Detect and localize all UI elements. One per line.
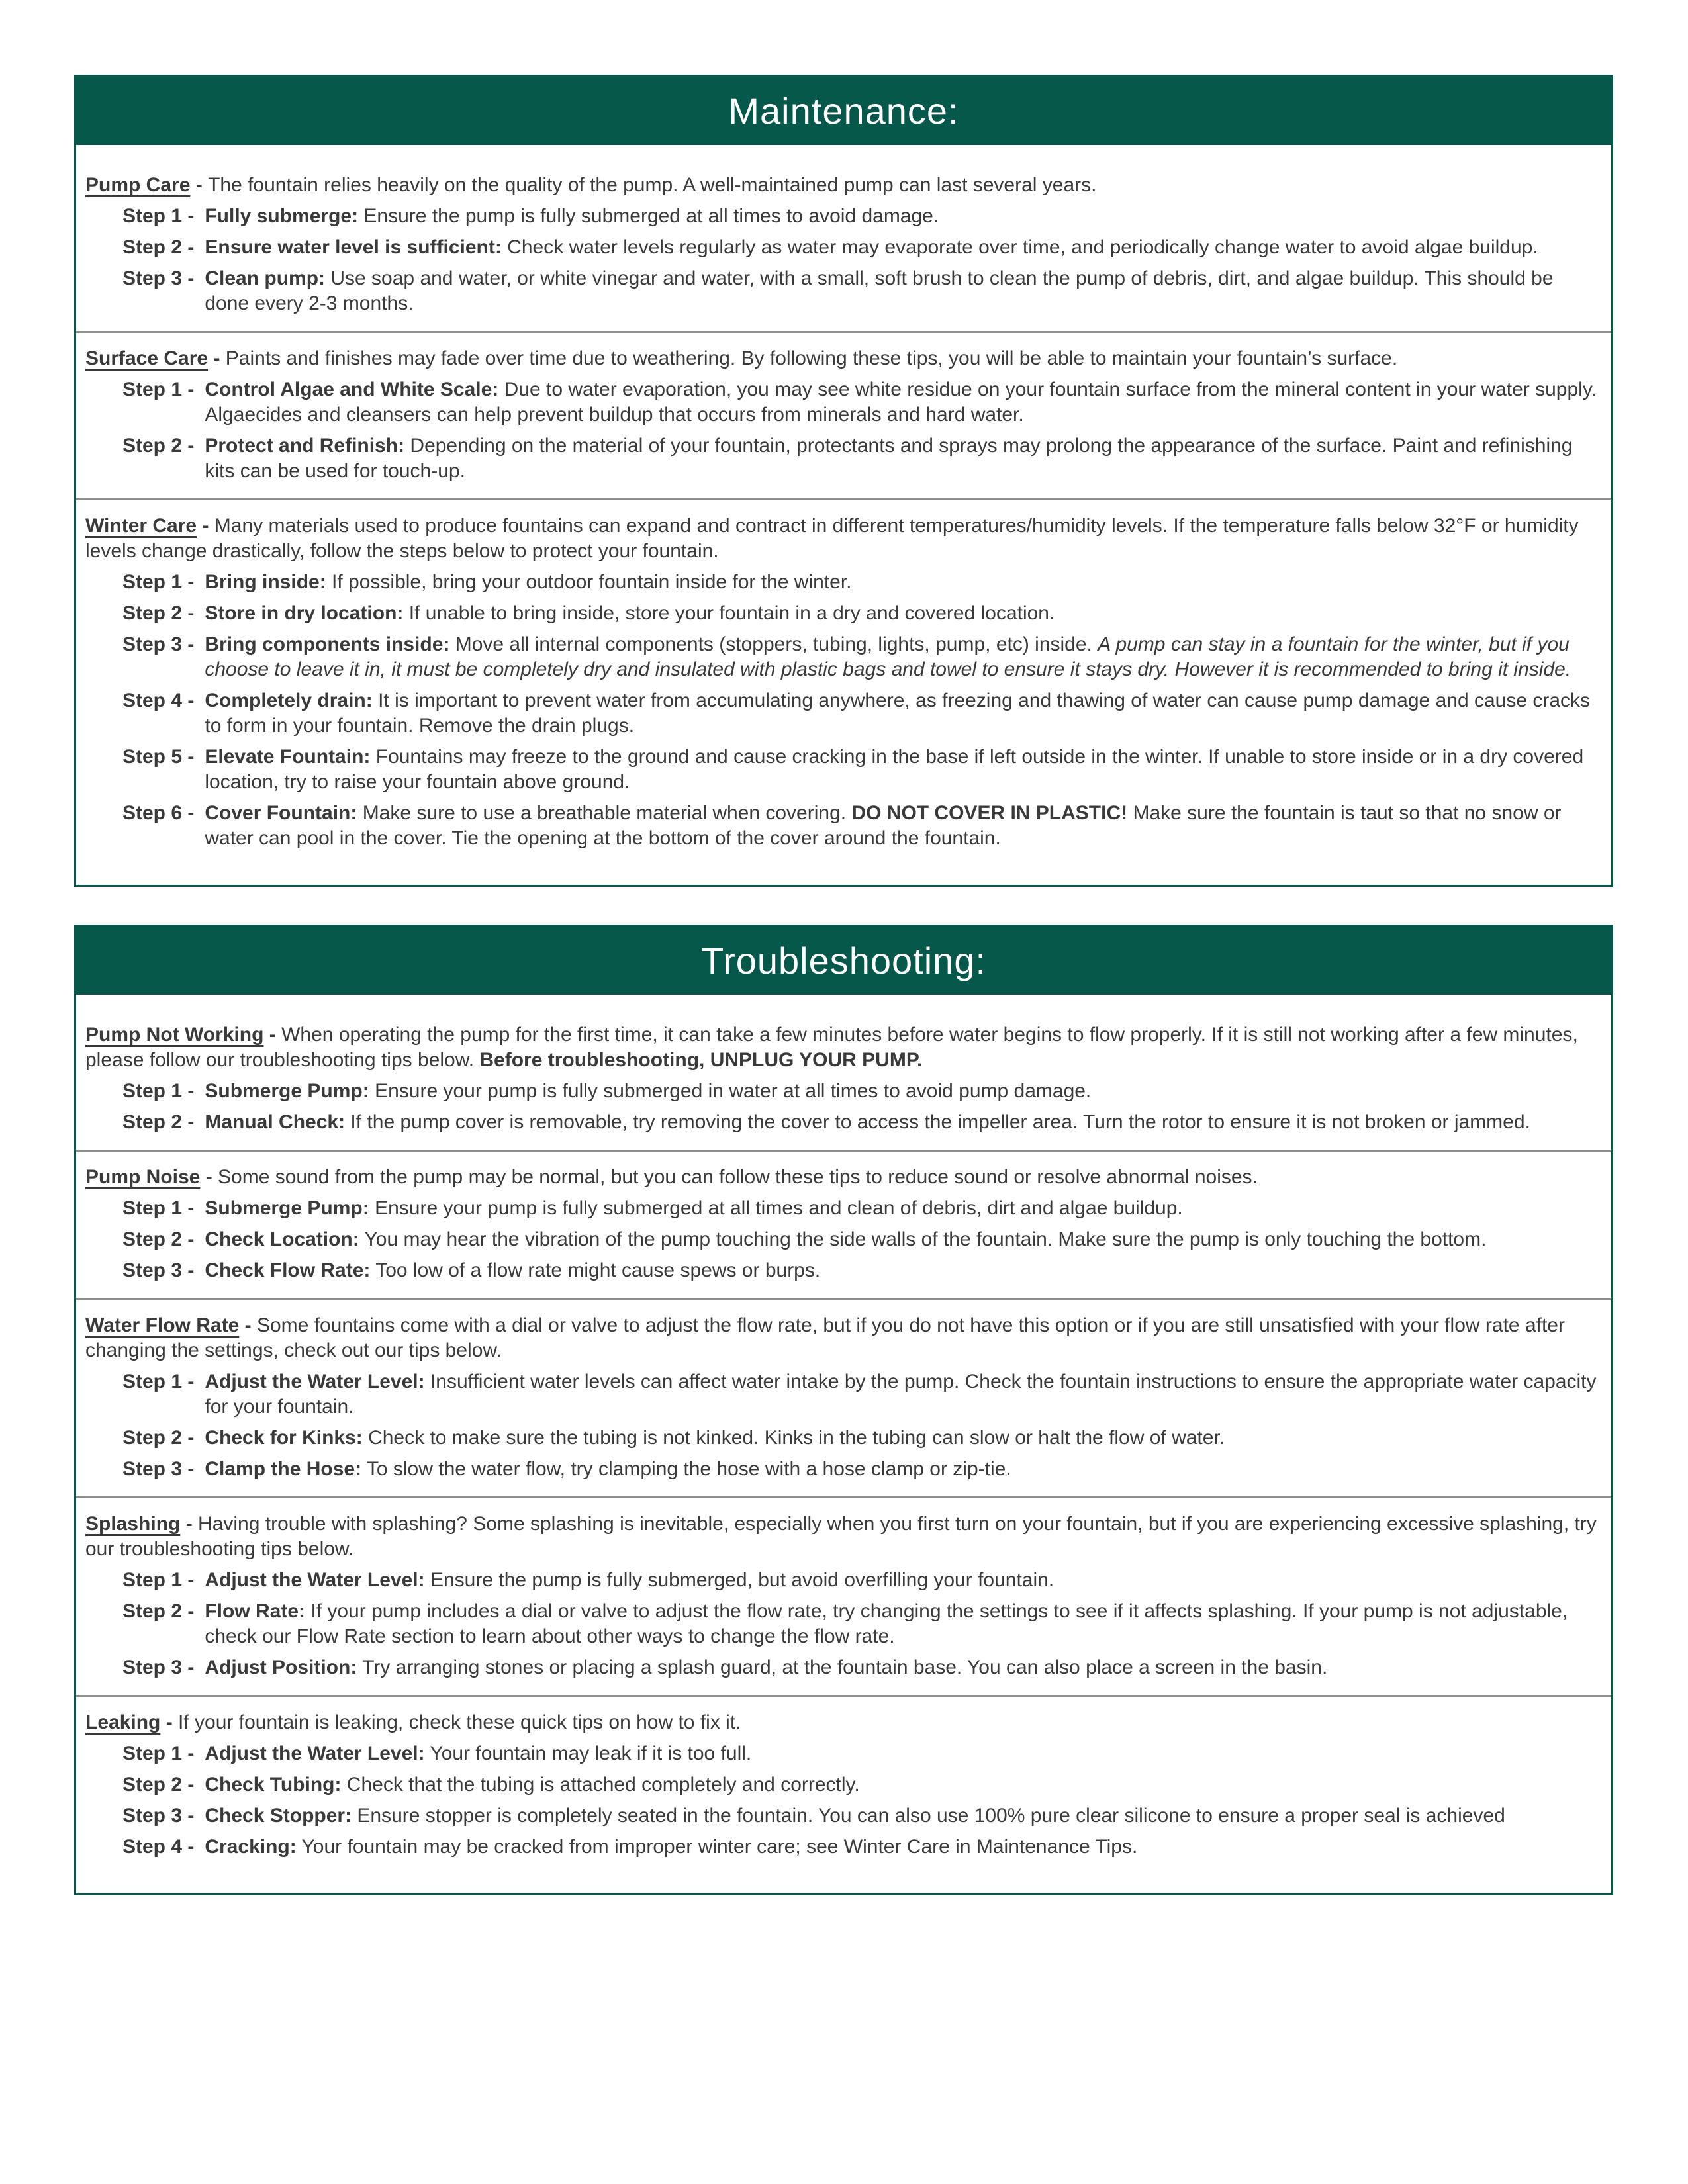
text-run: Adjust the Water Level: bbox=[205, 1743, 425, 1764]
text-run: Move all internal components (stoppers, tubing, lights, pump, etc) inside. bbox=[449, 633, 1098, 655]
step-label: Step 1 - bbox=[122, 1371, 195, 1392]
text-run: Fountains may freeze to the ground and cause cracking in the base if left outside in the winter. If unable to store inside or in a dry covered location, try to raise your fountain above ground. bbox=[205, 746, 1584, 793]
step-text bbox=[205, 801, 1599, 851]
step-label: Step 1 - bbox=[122, 1197, 195, 1219]
text-run: Flow Rate: bbox=[205, 1600, 306, 1622]
text-run: You may hear the vibration of the pump touching the side walls of the fountain. Make sure the pump is only touching the bottom. bbox=[359, 1228, 1487, 1250]
maintenance-body bbox=[76, 145, 1611, 885]
step-row bbox=[122, 433, 1599, 484]
step-list bbox=[85, 1079, 1599, 1135]
step-label: Step 3 - bbox=[122, 1458, 195, 1480]
step-text bbox=[205, 1426, 1599, 1451]
text-run: If possible, bring your outdoor fountain inside for the winter. bbox=[326, 571, 852, 593]
step-label: Step 1 - bbox=[122, 1569, 195, 1591]
maintenance-header-bar bbox=[76, 77, 1611, 145]
text-run: Completely drain: bbox=[205, 690, 373, 711]
step-row bbox=[122, 1835, 1599, 1860]
step-row bbox=[122, 235, 1599, 260]
step-row bbox=[122, 377, 1599, 428]
step-text bbox=[205, 632, 1599, 682]
step-text bbox=[205, 1369, 1599, 1420]
step-row bbox=[122, 801, 1599, 851]
troubleshooting-panel bbox=[74, 925, 1613, 1895]
topic-pump-noise bbox=[85, 1165, 1599, 1283]
text-run: To slow the water flow, try clamping the hose with a hose clamp or zip-tie. bbox=[361, 1458, 1011, 1480]
heading-separator: - bbox=[239, 1314, 257, 1336]
step-row bbox=[122, 1426, 1599, 1451]
step-text bbox=[205, 1568, 1599, 1593]
step-row bbox=[122, 632, 1599, 682]
heading-separator: - bbox=[200, 1166, 218, 1188]
text-run: Paints and finishes may fade over time due to weathering. By following these tips, you will be able to maintain your fountain’s surface. bbox=[225, 347, 1398, 369]
topic-heading: Pump Noise bbox=[85, 1166, 201, 1188]
heading-separator: - bbox=[263, 1024, 282, 1046]
troubleshooting-header-bar bbox=[76, 927, 1611, 995]
step-label: Step 2 - bbox=[122, 435, 195, 457]
step-row bbox=[122, 1772, 1599, 1797]
step-row bbox=[122, 1227, 1599, 1252]
text-run: Some fountains come with a dial or valve to adjust the flow rate, but if you do not have this option or if you are still unsatisfied with your flow rate after changing the settings, check out our tips below. bbox=[85, 1314, 1565, 1361]
step-row bbox=[122, 688, 1599, 739]
text-run: Ensure stopper is completely seated in the fountain. You can also use 100% pure clear silicone to ensure a proper seal is achieved bbox=[352, 1805, 1505, 1827]
step-label: Step 2 - bbox=[122, 1228, 195, 1250]
text-run: Your fountain may be cracked from improper winter care; see Winter Care in Maintenance Tips. bbox=[296, 1836, 1138, 1858]
step-label: Step 3 - bbox=[122, 1259, 195, 1281]
step-text bbox=[205, 235, 1599, 260]
topic-intro bbox=[85, 1023, 1599, 1073]
text-run: Depending on the material of your fountain, protectants and sprays may prolong the appearance of the surface. Paint and refinishing kits can be used for touch-up. bbox=[205, 435, 1573, 482]
text-run: The fountain relies heavily on the quality of the pump. A well-maintained pump can last several years. bbox=[208, 174, 1097, 196]
text-run: Manual Check: bbox=[205, 1111, 346, 1133]
step-label: Step 3 - bbox=[122, 267, 195, 289]
step-label: Step 2 - bbox=[122, 602, 195, 624]
heading-separator: - bbox=[180, 1513, 199, 1535]
text-run: Store in dry location: bbox=[205, 602, 404, 624]
maintenance-title: Maintenance: bbox=[728, 90, 959, 132]
step-text bbox=[205, 1110, 1599, 1135]
topic-heading: Surface Care bbox=[85, 347, 209, 369]
text-run: Protect and Refinish: bbox=[205, 435, 405, 457]
section-divider bbox=[76, 1496, 1611, 1498]
step-label: Step 4 - bbox=[122, 690, 195, 711]
topic-winter-care bbox=[85, 514, 1599, 851]
step-row bbox=[122, 1196, 1599, 1221]
step-row bbox=[122, 1457, 1599, 1482]
text-run: Cover Fountain: bbox=[205, 802, 357, 824]
text-run: Bring components inside: bbox=[205, 633, 450, 655]
step-row bbox=[122, 601, 1599, 626]
topic-intro bbox=[85, 1313, 1599, 1363]
step-row bbox=[122, 1568, 1599, 1593]
text-run: Clamp the Hose: bbox=[205, 1458, 362, 1480]
topic-pump-care bbox=[85, 173, 1599, 316]
text-run: Submerge Pump: bbox=[205, 1080, 369, 1102]
section-divider bbox=[76, 498, 1611, 500]
text-run: When operating the pump for the first time, it can take a few minutes before water begins to flow properly. If it is still not working after a few minutes, please follow our troubleshooting tips below. bbox=[85, 1024, 1578, 1071]
text-run: DO NOT COVER IN PLASTIC! bbox=[851, 802, 1128, 824]
step-text bbox=[205, 745, 1599, 795]
text-run: If your pump includes a dial or valve to adjust the flow rate, try changing the settings to see if it affects splashing. If your pump is not adjustable, check our Flow Rate section to learn about other ways to change the flow rate. bbox=[205, 1600, 1568, 1647]
step-text bbox=[205, 1655, 1599, 1680]
step-label: Step 1 - bbox=[122, 571, 195, 593]
text-run: Check to make sure the tubing is not kinked. Kinks in the tubing can slow or halt the flow of water. bbox=[362, 1427, 1225, 1449]
text-run: Make sure to use a breathable material when covering. bbox=[357, 802, 852, 824]
text-run: Many materials used to produce fountains can expand and contract in different temperatures/humidity levels. If the temperature falls below 32°F or humidity levels change drastically, follow the steps below to protect your fountain. bbox=[85, 515, 1579, 562]
topic-heading: Leaking bbox=[85, 1711, 161, 1733]
step-text bbox=[205, 1079, 1599, 1104]
step-text bbox=[205, 688, 1599, 739]
text-run: Use soap and water, or white vinegar and water, with a small, soft brush to clean the pump of debris, dirt, and algae buildup. This should be done every 2-3 months. bbox=[205, 267, 1554, 314]
step-label: Step 1 - bbox=[122, 1080, 195, 1102]
step-label: Step 1 - bbox=[122, 1743, 195, 1764]
step-row bbox=[122, 570, 1599, 595]
step-text bbox=[205, 1803, 1599, 1829]
text-run: Too low of a flow rate might cause spews or burps. bbox=[370, 1259, 821, 1281]
step-text bbox=[205, 377, 1599, 428]
text-run: Check Tubing: bbox=[205, 1774, 342, 1796]
topic-heading: Winter Care bbox=[85, 515, 197, 537]
topic-pump-not-working bbox=[85, 1023, 1599, 1135]
section-divider bbox=[76, 1298, 1611, 1300]
text-run: Check for Kinks: bbox=[205, 1427, 363, 1449]
heading-separator: - bbox=[190, 174, 209, 196]
step-row bbox=[122, 1599, 1599, 1649]
topic-intro bbox=[85, 346, 1599, 371]
text-run: Control Algae and White Scale: bbox=[205, 379, 499, 400]
step-label: Step 2 - bbox=[122, 1774, 195, 1796]
step-text bbox=[205, 1457, 1599, 1482]
step-text bbox=[205, 204, 1599, 229]
topic-intro bbox=[85, 1165, 1599, 1190]
heading-separator: - bbox=[197, 515, 214, 537]
topic-intro bbox=[85, 1710, 1599, 1735]
text-run: Ensure your pump is fully submerged at all times and clean of debris, dirt and algae buildup. bbox=[369, 1197, 1183, 1219]
text-run: Ensure the pump is fully submerged, but avoid overfilling your fountain. bbox=[424, 1569, 1055, 1591]
step-text bbox=[205, 1835, 1599, 1860]
section-divider bbox=[76, 1150, 1611, 1152]
text-run: Elevate Fountain: bbox=[205, 746, 371, 768]
troubleshooting-title: Troubleshooting: bbox=[700, 940, 987, 981]
topic-leaking bbox=[85, 1710, 1599, 1860]
step-text bbox=[205, 1196, 1599, 1221]
text-run: Having trouble with splashing? Some splashing is inevitable, especially when you first turn on your fountain, but if you are experiencing excessive splashing, try our troubleshooting tips below. bbox=[85, 1513, 1597, 1560]
step-text bbox=[205, 1772, 1599, 1797]
text-run: Check water levels regularly as water may evaporate over time, and periodically change water to avoid algae buildup. bbox=[501, 236, 1538, 258]
step-text bbox=[205, 1741, 1599, 1766]
text-run: Ensure the pump is fully submerged at all times to avoid damage. bbox=[358, 205, 939, 227]
troubleshooting-body bbox=[76, 995, 1611, 1893]
step-list bbox=[85, 1196, 1599, 1283]
text-run: Ensure water level is sufficient: bbox=[205, 236, 502, 258]
step-label: Step 2 - bbox=[122, 236, 195, 258]
heading-separator: - bbox=[160, 1711, 179, 1733]
text-run: Clean pump: bbox=[205, 267, 326, 289]
text-run: Check Location: bbox=[205, 1228, 359, 1250]
text-run: A pump can stay in a fountain for the winter, but if you choose to leave it in, it must be completely dry and insulated with plastic bags and towel to ensure it stays dry. However it is recommended to bring it inside. bbox=[205, 633, 1571, 680]
step-list bbox=[85, 1741, 1599, 1860]
text-run: Cracking: bbox=[205, 1836, 297, 1858]
topic-heading: Pump Care bbox=[85, 174, 191, 196]
step-label: Step 1 - bbox=[122, 205, 195, 227]
step-label: Step 4 - bbox=[122, 1836, 195, 1858]
text-run: Ensure your pump is fully submerged in water at all times to avoid pump damage. bbox=[369, 1080, 1092, 1102]
text-run: Adjust the Water Level: bbox=[205, 1569, 425, 1591]
step-list bbox=[85, 570, 1599, 851]
step-row bbox=[122, 1079, 1599, 1104]
section-divider bbox=[76, 1695, 1611, 1697]
step-label: Step 3 - bbox=[122, 1657, 195, 1678]
text-run: Insufficient water levels can affect water intake by the pump. Check the fountain instructions to ensure the appropriate water capacity for your fountain. bbox=[205, 1371, 1597, 1418]
text-run: Check Flow Rate: bbox=[205, 1259, 371, 1281]
topic-splashing bbox=[85, 1512, 1599, 1680]
step-row bbox=[122, 1369, 1599, 1420]
text-run: It is important to prevent water from accumulating anywhere, as freezing and thawing of water can cause pump damage and cause cracks to form in your fountain. Remove the drain plugs. bbox=[205, 690, 1591, 737]
topic-intro bbox=[85, 1512, 1599, 1562]
text-run: Try arranging stones or placing a splash guard, at the fountain base. You can also place a screen in the basin. bbox=[357, 1657, 1328, 1678]
step-text bbox=[205, 570, 1599, 595]
step-text bbox=[205, 433, 1599, 484]
step-label: Step 3 - bbox=[122, 1805, 195, 1827]
text-run: If your fountain is leaking, check these quick tips on how to fix it. bbox=[178, 1711, 741, 1733]
section-divider bbox=[76, 331, 1611, 333]
text-run: Submerge Pump: bbox=[205, 1197, 369, 1219]
step-row bbox=[122, 1655, 1599, 1680]
topic-surface-care bbox=[85, 346, 1599, 484]
step-row bbox=[122, 1741, 1599, 1766]
step-label: Step 6 - bbox=[122, 802, 195, 824]
step-row bbox=[122, 1803, 1599, 1829]
text-run: Some sound from the pump may be normal, but you can follow these tips to reduce sound or resolve abnormal noises. bbox=[218, 1166, 1258, 1188]
step-label: Step 2 - bbox=[122, 1111, 195, 1133]
text-run: Adjust the Water Level: bbox=[205, 1371, 425, 1392]
step-list bbox=[85, 204, 1599, 316]
step-row bbox=[122, 745, 1599, 795]
topic-intro bbox=[85, 514, 1599, 564]
step-row bbox=[122, 204, 1599, 229]
topic-water-flow-rate bbox=[85, 1313, 1599, 1482]
topic-heading: Pump Not Working bbox=[85, 1024, 264, 1046]
heading-separator: - bbox=[208, 347, 226, 369]
step-list bbox=[85, 1369, 1599, 1482]
step-label: Step 5 - bbox=[122, 746, 195, 768]
text-run: Adjust Position: bbox=[205, 1657, 357, 1678]
step-label: Step 2 - bbox=[122, 1600, 195, 1622]
text-run: Check Stopper: bbox=[205, 1805, 352, 1827]
step-row bbox=[122, 266, 1599, 316]
topic-heading: Water Flow Rate bbox=[85, 1314, 240, 1336]
text-run: Make sure the fountain is taut so that no snow or water can pool in the cover. Tie the opening at the bottom of the cover around the fountain. bbox=[205, 802, 1562, 849]
text-run: If the pump cover is removable, try removing the cover to access the impeller area. Turn the rotor to ensure it is not broken or jammed. bbox=[345, 1111, 1530, 1133]
step-label: Step 3 - bbox=[122, 633, 195, 655]
text-run: Due to water evaporation, you may see white residue on your fountain surface from the mineral content in your water supply. Algaecides and cleansers can help prevent buildup that occurs from minerals and hard water. bbox=[205, 379, 1597, 426]
step-row bbox=[122, 1258, 1599, 1283]
step-list bbox=[85, 1568, 1599, 1680]
step-text bbox=[205, 601, 1599, 626]
topic-intro bbox=[85, 173, 1599, 198]
step-list bbox=[85, 377, 1599, 484]
step-label: Step 1 - bbox=[122, 379, 195, 400]
step-text bbox=[205, 1227, 1599, 1252]
step-label: Step 2 - bbox=[122, 1427, 195, 1449]
text-run: Check that the tubing is attached completely and correctly. bbox=[341, 1774, 860, 1796]
maintenance-panel bbox=[74, 75, 1613, 887]
text-run: Bring inside: bbox=[205, 571, 326, 593]
step-row bbox=[122, 1110, 1599, 1135]
text-run: Before troubleshooting, UNPLUG YOUR PUMP. bbox=[479, 1049, 923, 1071]
text-run: If unable to bring inside, store your fountain in a dry and covered location. bbox=[403, 602, 1055, 624]
text-run: Your fountain may leak if it is too full. bbox=[424, 1743, 752, 1764]
step-text bbox=[205, 1599, 1599, 1649]
step-text bbox=[205, 266, 1599, 316]
topic-heading: Splashing bbox=[85, 1513, 181, 1535]
text-run: Fully submerge: bbox=[205, 205, 359, 227]
step-text bbox=[205, 1258, 1599, 1283]
